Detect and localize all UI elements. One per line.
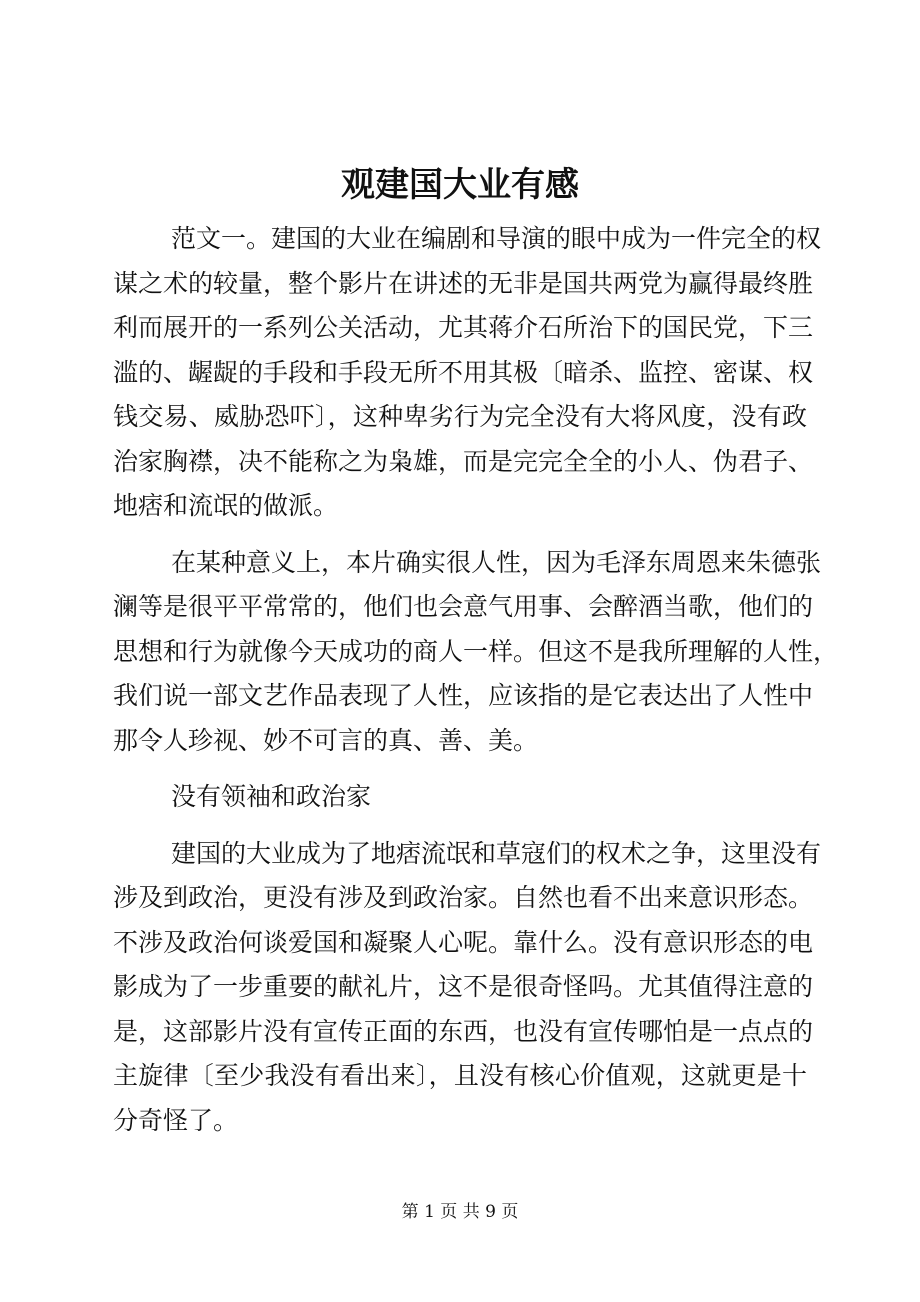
text-line: 地痞和流氓的做派。 — [113, 491, 339, 520]
text-line: 思想和行为就像今天成功的商人一样。但这不是我所理解的人性， — [113, 636, 839, 666]
text-line: 滥的、龌龊的手段和手段无所不用其极〔暗杀、监控、密谋、权 — [113, 357, 814, 387]
document-title: 观建国大业有感 — [341, 165, 579, 205]
text-line: 我们说一部文艺作品表现了人性，应该指的是它表达出了人性中 — [113, 681, 814, 710]
text-line: 主旋律〔至少我没有看出来〕，且没有核心价值观，这就更是十 — [113, 1061, 807, 1090]
text-line: 谋之术的较量，整个影片在讲述的无非是国共两党为赢得最终胜 — [113, 268, 814, 298]
text-line: 建国的大业成为了地痞流氓和草寇们的权术之争，这里没有 — [171, 838, 822, 868]
text-line: 那令人珍视、妙不可言的真、善、美。 — [113, 725, 539, 755]
text-line: 分奇怪了。 — [113, 1105, 239, 1135]
text-line: 治家胸襟，决不能称之为枭雄，而是完完全全的小人、伪君子、 — [113, 446, 814, 476]
text-line: 涉及到政治，更没有涉及到政治家。自然也看不出来意识形态。 — [113, 883, 814, 912]
page-footer: 第 1 页 共 9 页 — [401, 1202, 519, 1222]
text-line: 范文一。建国的大业在编剧和导演的眼中成为一件完全的权 — [171, 224, 822, 253]
text-line: 澜等是很平平常常的，他们也会意气用事、会醉酒当歌，他们的 — [113, 592, 814, 621]
text-line: 不涉及政治何谈爱国和凝聚人心呢。靠什么。没有意识形态的电 — [113, 927, 814, 957]
paragraph — [113, 217, 822, 529]
paragraph — [113, 832, 822, 1144]
text-line: 利而展开的一系列公关活动，尤其蒋介石所治下的国民党，下三 — [113, 313, 814, 342]
text-line: 在某种意义上，本片确实很人性，因为毛泽东周恩来朱德张 — [171, 547, 822, 577]
paragraph — [113, 775, 807, 820]
text-line: 是，这部影片没有宣传正面的东西，也没有宣传哪怕是一点点的 — [113, 1016, 814, 1046]
text-line: 没有领袖和政治家 — [171, 782, 372, 811]
text-line: 影成为了一步重要的献礼片，这不是很奇怪吗。尤其值得注意的 — [113, 972, 814, 1001]
text-line: 钱交易、威胁恐吓〕，这种卑劣行为完全没有大将风度，没有政 — [113, 402, 807, 431]
document-body — [113, 217, 839, 1155]
paragraph — [113, 541, 839, 764]
